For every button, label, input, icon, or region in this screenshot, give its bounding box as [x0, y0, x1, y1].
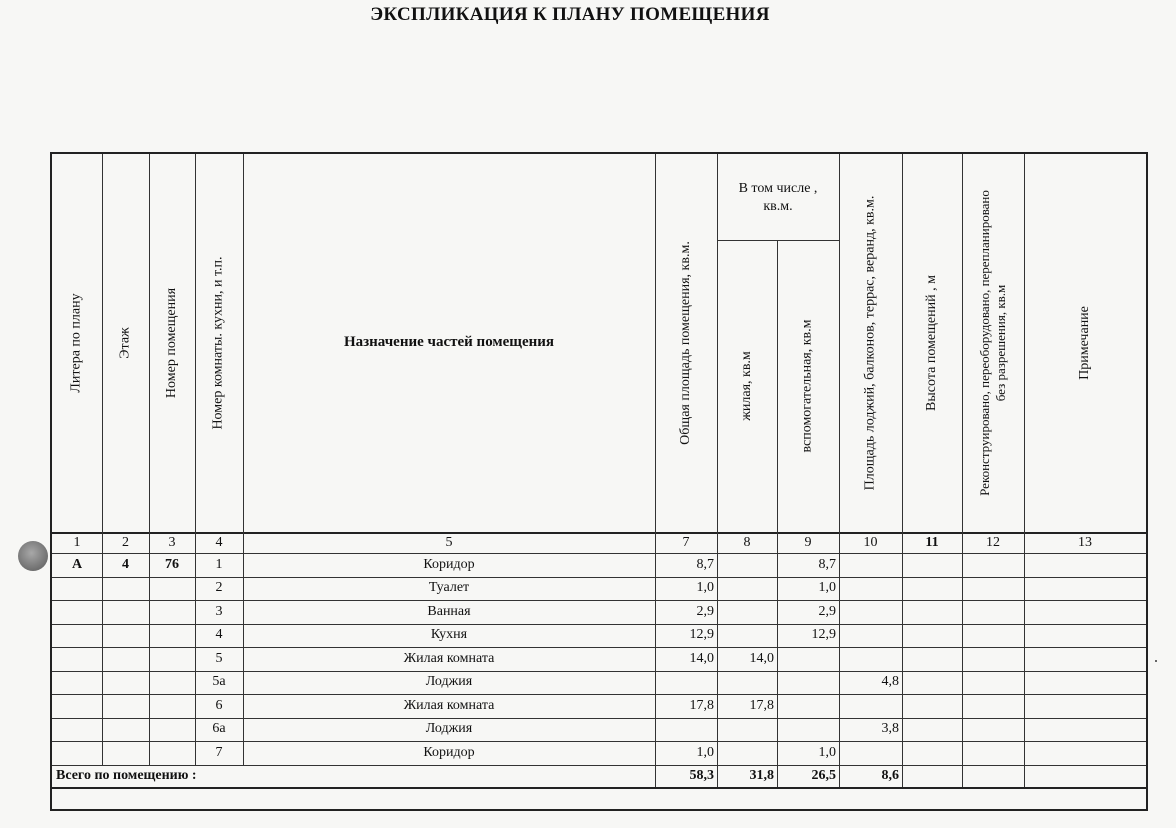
cell-litera: [52, 671, 102, 695]
cell-name: Жилая комната: [403, 697, 495, 713]
header-note: Примечание: [1077, 306, 1092, 380]
column-number: 7: [682, 535, 690, 550]
cell-unit: [149, 647, 195, 671]
cell-name: Туалет: [428, 580, 470, 596]
cell-room: 4: [215, 627, 223, 643]
cell-total: 14,0: [689, 650, 714, 666]
cell-loggia: [839, 741, 902, 765]
cell-litera: А: [71, 556, 83, 572]
cell-total: 8,7: [696, 556, 714, 572]
cell-aux: 2,9: [818, 603, 836, 619]
header-unauthorized-changes: Реконструировано, переоборудовано, перепланировано без разрешения, кв.м: [977, 190, 1008, 496]
grid-line: [1024, 154, 1025, 787]
header-floor: Этаж: [117, 327, 133, 359]
cell-name: Жилая комната: [403, 650, 495, 666]
cell-unit: [149, 600, 195, 624]
column-number: 13: [1078, 535, 1092, 550]
cell-unit: [149, 671, 195, 695]
page-title: ЭКСПЛИКАЦИЯ К ПЛАНУ ПОМЕЩЕНИЯ: [370, 4, 770, 25]
cell-total: 17,8: [689, 697, 714, 713]
punch-hole: [18, 541, 48, 571]
cell-aux: [777, 671, 839, 695]
grid-line: [902, 154, 903, 787]
grid-line: [962, 154, 963, 787]
column-number: 2: [122, 535, 129, 550]
cell-floor: [102, 694, 149, 718]
cell-living: [717, 624, 777, 648]
cell-name: Кухня: [430, 627, 468, 643]
cell-living: 14,0: [749, 650, 774, 666]
cell-room: 5а: [212, 674, 226, 690]
grid-line: [717, 240, 839, 241]
cell-aux: 1,0: [818, 580, 836, 596]
column-number: 3: [168, 535, 176, 550]
totals-living: 31,8: [749, 767, 774, 783]
cell-unit: [149, 577, 195, 601]
cell-loggia: [839, 624, 902, 648]
cell-aux: [777, 718, 839, 742]
cell-litera: [52, 647, 102, 671]
cell-total: 12,9: [689, 627, 714, 643]
cell-unit: [149, 624, 195, 648]
header-auxiliary-area: вспомогательная, кв.м: [800, 319, 816, 453]
cell-living: [717, 600, 777, 624]
cell-total: 1,0: [696, 580, 714, 596]
column-number: 12: [986, 535, 1000, 550]
cell-floor: [102, 647, 149, 671]
cell-name: Ванная: [427, 603, 471, 619]
cell-loggia: [839, 553, 902, 577]
totals-aux: 26,5: [811, 767, 836, 783]
cell-loggia: [839, 647, 902, 671]
column-number: 1: [73, 535, 81, 550]
cell-living: [717, 671, 777, 695]
cell-room: 2: [215, 580, 223, 596]
header-total-area: Общая площадь помещения, кв.м.: [678, 241, 694, 445]
header-unit-number: Номер помещения: [164, 287, 180, 399]
cell-floor: [102, 718, 149, 742]
cell-loggia: [839, 600, 902, 624]
header-living-area: жилая, кв.м: [739, 351, 755, 421]
cell-name: Лоджия: [425, 721, 473, 737]
cell-litera: [52, 694, 102, 718]
cell-living: [717, 553, 777, 577]
header-including-group: В том числе , кв.м.: [738, 181, 818, 214]
cell-room: 7: [215, 744, 223, 760]
header-room-height: Высота помещений , м: [924, 275, 939, 411]
cell-room: 1: [215, 556, 223, 572]
speck: [1155, 660, 1157, 662]
cell-living: [717, 577, 777, 601]
cell-unit: [149, 741, 195, 765]
cell-loggia: [839, 694, 902, 718]
cell-floor: [102, 624, 149, 648]
column-number: 5: [445, 535, 453, 550]
cell-room: 5: [215, 650, 223, 666]
header-room-purpose: Назначение частей помещения: [343, 334, 555, 350]
cell-room: 6: [215, 697, 223, 713]
cell-total: [655, 671, 717, 695]
column-number: 9: [804, 535, 812, 550]
cell-room: 3: [215, 603, 223, 619]
column-number: 8: [743, 535, 751, 550]
cell-floor: 4: [122, 556, 129, 572]
totals-total: 58,3: [689, 767, 714, 783]
cell-unit: 76: [165, 556, 179, 572]
cell-floor: [102, 741, 149, 765]
cell-total: 1,0: [696, 744, 714, 760]
totals-loggia: 8,6: [881, 767, 899, 783]
cell-aux: [777, 647, 839, 671]
cell-living: [717, 718, 777, 742]
cell-room: 6а: [212, 721, 226, 737]
column-number: 4: [215, 535, 223, 550]
cell-living: [717, 741, 777, 765]
cell-total: [655, 718, 717, 742]
header-room-number: Номер комнаты. кухни, и т.п.: [211, 256, 227, 430]
cell-loggia: [839, 577, 902, 601]
cell-litera: [52, 624, 102, 648]
cell-litera: [52, 577, 102, 601]
cell-floor: [102, 671, 149, 695]
column-number: 11: [925, 535, 939, 550]
cell-floor: [102, 600, 149, 624]
cell-unit: [149, 718, 195, 742]
cell-name: Лоджия: [425, 674, 473, 690]
cell-aux: 8,7: [818, 556, 836, 572]
cell-aux: 1,0: [818, 744, 836, 760]
column-number: 10: [863, 535, 878, 550]
cell-floor: [102, 577, 149, 601]
cell-name: Коридор: [423, 556, 475, 572]
cell-aux: [777, 694, 839, 718]
cell-living: 17,8: [749, 697, 774, 713]
header-litera: Литера по плану: [69, 293, 84, 393]
cell-name: Коридор: [423, 744, 475, 760]
cell-litera: [52, 718, 102, 742]
cell-total: 2,9: [696, 603, 714, 619]
cell-litera: [52, 741, 102, 765]
cell-litera: [52, 600, 102, 624]
totals-label: Всего по помещению :: [56, 767, 197, 783]
cell-loggia: 3,8: [881, 721, 899, 737]
cell-unit: [149, 694, 195, 718]
explication-table: [50, 152, 1148, 811]
cell-loggia: 4,8: [881, 674, 899, 690]
header-loggia-area: Площадь лоджий, балконов, террас, веранд, кв.м.: [862, 195, 878, 491]
cell-aux: 12,9: [811, 627, 836, 643]
